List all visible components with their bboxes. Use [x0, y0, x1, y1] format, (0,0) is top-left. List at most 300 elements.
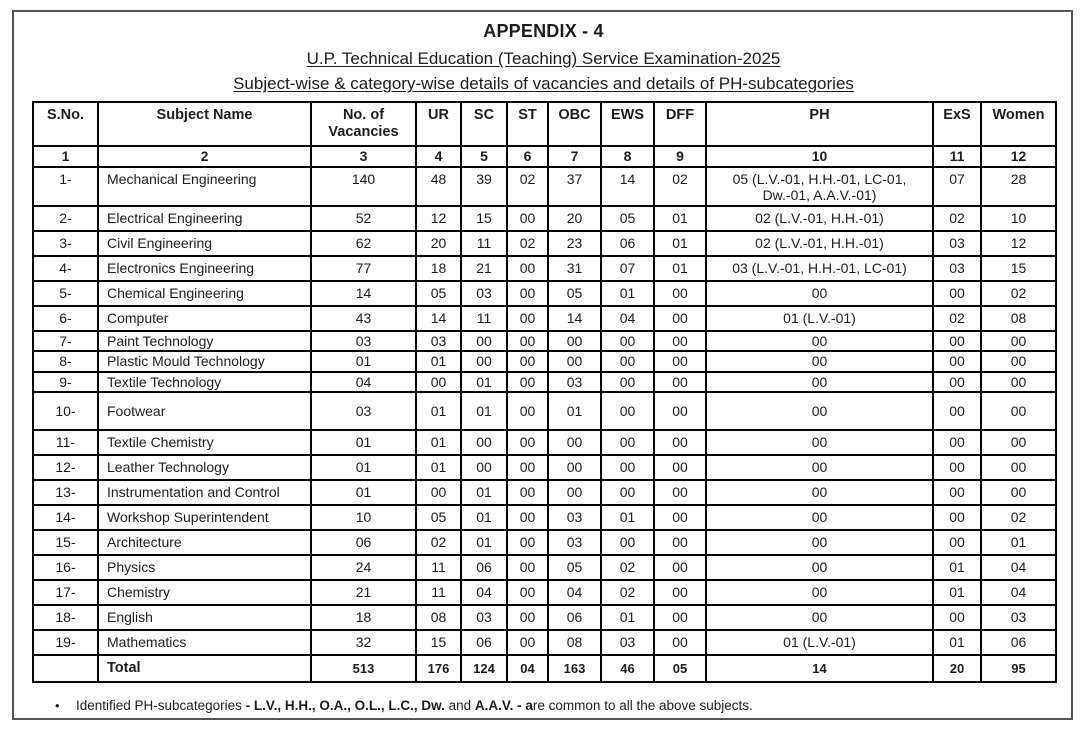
value-cell: 00 [654, 351, 706, 372]
value-cell: 01 [461, 392, 507, 430]
bullet-icon: • [55, 698, 60, 714]
header-row [33, 102, 1056, 146]
sno-cell: 12- [33, 455, 98, 480]
value-cell: 18 [416, 256, 461, 281]
total-st: 04 [507, 655, 548, 682]
value-cell: 01 [461, 530, 507, 555]
value-cell: 01 [416, 430, 461, 455]
value-cell: 00 [601, 351, 654, 372]
value-cell: 14 [416, 306, 461, 331]
sno-cell: 18- [33, 605, 98, 630]
value-cell: 00 [601, 480, 654, 505]
value-cell: 02 (L.V.-01, H.H.-01) [706, 231, 933, 256]
subject-cell: Paint Technology [98, 331, 311, 352]
table-row [33, 167, 1056, 206]
value-cell: 00 [654, 580, 706, 605]
footnote-part1: Identified PH-subcategories [76, 698, 246, 714]
value-cell: 00 [416, 480, 461, 505]
sno-cell: 3- [33, 231, 98, 256]
value-cell: 01 [311, 430, 416, 455]
value-cell: 00 [601, 455, 654, 480]
value-cell: 00 [507, 430, 548, 455]
value-cell: 08 [981, 306, 1056, 331]
value-cell: 00 [548, 455, 601, 480]
value-cell: 00 [706, 580, 933, 605]
value-cell: 03 [548, 530, 601, 555]
subject-cell: Architecture [98, 530, 311, 555]
value-cell: 00 [981, 480, 1056, 505]
value-cell: 04 [981, 580, 1056, 605]
value-cell: 00 [706, 430, 933, 455]
value-cell: 00 [507, 281, 548, 306]
value-cell: 00 [981, 331, 1056, 352]
value-cell: 00 [507, 206, 548, 231]
subject-cell: Workshop Superintendent [98, 505, 311, 530]
column-number-cell: 6 [507, 146, 548, 167]
value-cell: 01 [311, 480, 416, 505]
value-cell: 77 [311, 256, 416, 281]
value-cell: 00 [706, 605, 933, 630]
value-cell: 03 [548, 372, 601, 393]
column-number-cell: 7 [548, 146, 601, 167]
total-ur: 176 [416, 655, 461, 682]
value-cell: 00 [981, 372, 1056, 393]
total-ph: 14 [706, 655, 933, 682]
footnote-part5: re common to all the above subjects. [532, 698, 753, 714]
column-number-cell: 1 [33, 146, 98, 167]
value-cell: 15 [461, 206, 507, 231]
value-cell: 21 [311, 580, 416, 605]
value-cell: 39 [461, 167, 507, 206]
value-cell: 00 [933, 331, 981, 352]
value-cell: 02 [981, 281, 1056, 306]
value-cell: 01 [933, 555, 981, 580]
sno-cell: 1- [33, 167, 98, 206]
value-cell: 00 [706, 455, 933, 480]
total-obc: 163 [548, 655, 601, 682]
value-cell: 01 [548, 392, 601, 430]
subject-cell: Civil Engineering [98, 231, 311, 256]
value-cell: 00 [706, 372, 933, 393]
value-cell: 00 [461, 430, 507, 455]
value-cell: 06 [981, 630, 1056, 655]
value-cell: 03 [311, 392, 416, 430]
value-cell: 04 [548, 580, 601, 605]
value-cell: 00 [601, 430, 654, 455]
table-row [33, 351, 1056, 372]
value-cell: 00 [654, 630, 706, 655]
sno-cell: 11- [33, 430, 98, 455]
subject-cell: English [98, 605, 311, 630]
value-cell: 10 [981, 206, 1056, 231]
value-cell: 00 [507, 605, 548, 630]
value-cell: 06 [461, 555, 507, 580]
value-cell: 00 [507, 256, 548, 281]
value-cell: 02 [981, 505, 1056, 530]
value-cell: 03 (L.V.-01, H.H.-01, LC-01) [706, 256, 933, 281]
table-row [33, 392, 1056, 430]
value-cell: 00 [601, 392, 654, 430]
sno-cell: 2- [33, 206, 98, 231]
value-cell: 05 [416, 505, 461, 530]
footnote-ph-list: - L.V., H.H., O.A., O.L., L.C., Dw. [245, 698, 445, 714]
subject-cell: Mathematics [98, 630, 311, 655]
value-cell: 04 [601, 306, 654, 331]
total-sno-cell [33, 655, 98, 682]
value-cell: 01 [654, 206, 706, 231]
value-cell: 00 [507, 331, 548, 352]
sno-cell: 6- [33, 306, 98, 331]
value-cell: 00 [654, 392, 706, 430]
value-cell: 01 [416, 455, 461, 480]
value-cell: 62 [311, 231, 416, 256]
table-row [33, 580, 1056, 605]
value-cell: 00 [507, 480, 548, 505]
subject-cell: Computer [98, 306, 311, 331]
value-cell: 00 [507, 630, 548, 655]
value-cell: 00 [706, 480, 933, 505]
col-header-exs: ExS [933, 102, 981, 146]
value-cell: 08 [416, 605, 461, 630]
vacancy-table [32, 101, 1057, 683]
col-header-ur: UR [416, 102, 461, 146]
value-cell: 02 [601, 555, 654, 580]
total-exs: 20 [933, 655, 981, 682]
value-cell: 00 [507, 306, 548, 331]
value-cell: 04 [461, 580, 507, 605]
value-cell: 12 [416, 206, 461, 231]
value-cell: 20 [548, 206, 601, 231]
col-header-sc: SC [461, 102, 507, 146]
value-cell: 01 [416, 392, 461, 430]
value-cell: 02 [654, 167, 706, 206]
table-footer [33, 655, 1056, 682]
col-header-st: ST [507, 102, 548, 146]
table-row [33, 555, 1056, 580]
col-header-sno: S.No. [33, 102, 98, 146]
table-row [33, 372, 1056, 393]
value-cell: 00 [654, 455, 706, 480]
value-cell: 01 [311, 455, 416, 480]
value-cell: 37 [548, 167, 601, 206]
value-cell: 18 [311, 605, 416, 630]
value-cell: 00 [654, 555, 706, 580]
table-body [33, 167, 1056, 656]
value-cell: 14 [601, 167, 654, 206]
value-cell: 05 [416, 281, 461, 306]
value-cell: 00 [507, 580, 548, 605]
value-cell: 03 [933, 231, 981, 256]
footnote-part3: and [444, 698, 475, 714]
value-cell: 52 [311, 206, 416, 231]
value-cell: 02 [933, 206, 981, 231]
value-cell: 00 [601, 372, 654, 393]
value-cell: 07 [933, 167, 981, 206]
col-header-ph: PH [706, 102, 933, 146]
value-cell: 06 [548, 605, 601, 630]
value-cell: 00 [548, 430, 601, 455]
subject-cell: Textile Chemistry [98, 430, 311, 455]
table-row [33, 331, 1056, 352]
total-row [33, 655, 1056, 682]
value-cell: 01 [461, 480, 507, 505]
value-cell: 00 [981, 351, 1056, 372]
value-cell: 14 [311, 281, 416, 306]
value-cell: 00 [654, 430, 706, 455]
value-cell: 00 [461, 455, 507, 480]
table-row [33, 505, 1056, 530]
value-cell: 05 [601, 206, 654, 231]
value-cell: 03 [981, 605, 1056, 630]
value-cell: 03 [416, 331, 461, 352]
value-cell: 07 [601, 256, 654, 281]
subject-cell: Plastic Mould Technology [98, 351, 311, 372]
column-number-cell: 11 [933, 146, 981, 167]
subject-cell: Chemical Engineering [98, 281, 311, 306]
exam-title: U.P. Technical Education (Teaching) Service Examination-2025 [306, 49, 781, 68]
value-cell: 01 [461, 505, 507, 530]
value-cell: 00 [548, 480, 601, 505]
sno-cell: 15- [33, 530, 98, 555]
value-cell: 00 [654, 480, 706, 505]
value-cell: 00 [706, 555, 933, 580]
value-cell: 03 [601, 630, 654, 655]
table-row [33, 530, 1056, 555]
footnote-aav: A.A.V. - a [474, 698, 533, 714]
value-cell: 00 [654, 530, 706, 555]
value-cell: 15 [981, 256, 1056, 281]
sno-cell: 8- [33, 351, 98, 372]
value-cell: 11 [461, 231, 507, 256]
value-cell: 00 [548, 351, 601, 372]
value-cell: 11 [461, 306, 507, 331]
footnote-text [76, 698, 753, 713]
table-row [33, 430, 1056, 455]
column-number-row [33, 146, 1056, 167]
value-cell: 00 [706, 505, 933, 530]
value-cell: 00 [933, 505, 981, 530]
column-number-cell: 3 [311, 146, 416, 167]
value-cell: 00 [981, 455, 1056, 480]
table-row [33, 256, 1056, 281]
value-cell: 00 [981, 430, 1056, 455]
sno-cell: 17- [33, 580, 98, 605]
subject-cell: Physics [98, 555, 311, 580]
value-cell: 00 [654, 281, 706, 306]
value-cell: 00 [706, 281, 933, 306]
value-cell: 01 [601, 281, 654, 306]
col-header-women: Women [981, 102, 1056, 146]
table-row [33, 605, 1056, 630]
value-cell: 12 [981, 231, 1056, 256]
value-cell: 00 [706, 530, 933, 555]
column-number-cell: 5 [461, 146, 507, 167]
sno-cell: 19- [33, 630, 98, 655]
value-cell: 00 [654, 505, 706, 530]
value-cell: 00 [507, 351, 548, 372]
subject-cell: Chemistry [98, 580, 311, 605]
value-cell: 21 [461, 256, 507, 281]
value-cell: 00 [933, 530, 981, 555]
value-cell: 23 [548, 231, 601, 256]
sno-cell: 4- [33, 256, 98, 281]
value-cell: 06 [461, 630, 507, 655]
value-cell: 00 [507, 530, 548, 555]
value-cell: 15 [416, 630, 461, 655]
value-cell: 00 [654, 605, 706, 630]
value-cell: 05 [548, 555, 601, 580]
value-cell: 02 [416, 530, 461, 555]
value-cell: 06 [311, 530, 416, 555]
value-cell: 01 [654, 256, 706, 281]
table-row [33, 480, 1056, 505]
value-cell: 01 [654, 231, 706, 256]
value-cell: 00 [461, 351, 507, 372]
value-cell: 00 [507, 505, 548, 530]
value-cell: 00 [507, 372, 548, 393]
subject-cell: Instrumentation and Control [98, 480, 311, 505]
value-cell: 14 [548, 306, 601, 331]
column-number-cell: 12 [981, 146, 1056, 167]
table-row [33, 281, 1056, 306]
value-cell: 00 [654, 372, 706, 393]
col-header-ews: EWS [601, 102, 654, 146]
total-dff: 05 [654, 655, 706, 682]
value-cell: 00 [601, 331, 654, 352]
appendix-title: APPENDIX - 4 [483, 21, 604, 41]
sno-cell: 7- [33, 331, 98, 352]
table-row [33, 206, 1056, 231]
value-cell: 02 [601, 580, 654, 605]
value-cell: 00 [933, 372, 981, 393]
column-number-cell: 4 [416, 146, 461, 167]
value-cell: 01 [601, 605, 654, 630]
value-cell: 02 (L.V.-01, H.H.-01) [706, 206, 933, 231]
value-cell: 10 [311, 505, 416, 530]
total-sc: 124 [461, 655, 507, 682]
value-cell: 24 [311, 555, 416, 580]
value-cell: 02 [507, 231, 548, 256]
value-cell: 28 [981, 167, 1056, 206]
value-cell: 32 [311, 630, 416, 655]
value-cell: 05 [548, 281, 601, 306]
table-row [33, 306, 1056, 331]
value-cell: 01 (L.V.-01) [706, 306, 933, 331]
value-cell: 00 [654, 331, 706, 352]
total-vacancies: 513 [311, 655, 416, 682]
value-cell: 00 [933, 392, 981, 430]
value-cell: 00 [461, 331, 507, 352]
value-cell: 00 [933, 351, 981, 372]
value-cell: 11 [416, 580, 461, 605]
sno-cell: 14- [33, 505, 98, 530]
sno-cell: 10- [33, 392, 98, 430]
value-cell: 00 [933, 605, 981, 630]
table-row [33, 455, 1056, 480]
sno-cell: 9- [33, 372, 98, 393]
value-cell: 03 [548, 505, 601, 530]
value-cell: 00 [601, 530, 654, 555]
value-cell: 03 [311, 331, 416, 352]
col-header-dff: DFF [654, 102, 706, 146]
value-cell: 00 [416, 372, 461, 393]
value-cell: 05 (L.V.-01, H.H.-01, LC-01, Dw.-01, A.A.V.-01) [706, 167, 933, 206]
value-cell: 00 [654, 306, 706, 331]
column-number-cell: 2 [98, 146, 311, 167]
value-cell: 02 [933, 306, 981, 331]
value-cell: 43 [311, 306, 416, 331]
document-header [0, 0, 1087, 94]
sno-cell: 5- [33, 281, 98, 306]
value-cell: 00 [507, 555, 548, 580]
value-cell: 00 [706, 351, 933, 372]
value-cell: 04 [981, 555, 1056, 580]
value-cell: 11 [416, 555, 461, 580]
value-cell: 31 [548, 256, 601, 281]
total-label: Total [98, 655, 311, 682]
value-cell: 06 [601, 231, 654, 256]
value-cell: 00 [933, 480, 981, 505]
table-caption: Subject-wise & category-wise details of vacancies and details of PH-subcategories [233, 74, 854, 93]
value-cell: 20 [416, 231, 461, 256]
subject-cell: Textile Technology [98, 372, 311, 393]
total-women: 95 [981, 655, 1056, 682]
value-cell: 00 [507, 392, 548, 430]
value-cell: 01 [981, 530, 1056, 555]
value-cell: 01 [601, 505, 654, 530]
value-cell: 00 [933, 281, 981, 306]
table-header [33, 102, 1056, 167]
col-header-subject: Subject Name [98, 102, 311, 146]
col-header-obc: OBC [548, 102, 601, 146]
value-cell: 01 [933, 630, 981, 655]
value-cell: 00 [933, 430, 981, 455]
value-cell: 48 [416, 167, 461, 206]
sno-cell: 16- [33, 555, 98, 580]
value-cell: 00 [507, 455, 548, 480]
value-cell: 01 [933, 580, 981, 605]
footnote [55, 698, 1087, 713]
subject-cell: Electrical Engineering [98, 206, 311, 231]
value-cell: 140 [311, 167, 416, 206]
table-row [33, 231, 1056, 256]
total-ews: 46 [601, 655, 654, 682]
value-cell: 03 [933, 256, 981, 281]
value-cell: 01 [311, 351, 416, 372]
value-cell: 04 [311, 372, 416, 393]
column-number-cell: 10 [706, 146, 933, 167]
col-header-vacancies: No. of Vacancies [311, 102, 416, 146]
column-number-cell: 8 [601, 146, 654, 167]
value-cell: 00 [981, 392, 1056, 430]
value-cell: 00 [548, 331, 601, 352]
value-cell: 03 [461, 605, 507, 630]
table-row [33, 630, 1056, 655]
subject-cell: Mechanical Engineering [98, 167, 311, 206]
subject-cell: Electronics Engineering [98, 256, 311, 281]
value-cell: 00 [933, 455, 981, 480]
value-cell: 01 [461, 372, 507, 393]
value-cell: 01 (L.V.-01) [706, 630, 933, 655]
value-cell: 01 [416, 351, 461, 372]
column-number-cell: 9 [654, 146, 706, 167]
value-cell: 02 [507, 167, 548, 206]
subject-cell: Leather Technology [98, 455, 311, 480]
value-cell: 00 [706, 392, 933, 430]
value-cell: 03 [461, 281, 507, 306]
sno-cell: 13- [33, 480, 98, 505]
subject-cell: Footwear [98, 392, 311, 430]
